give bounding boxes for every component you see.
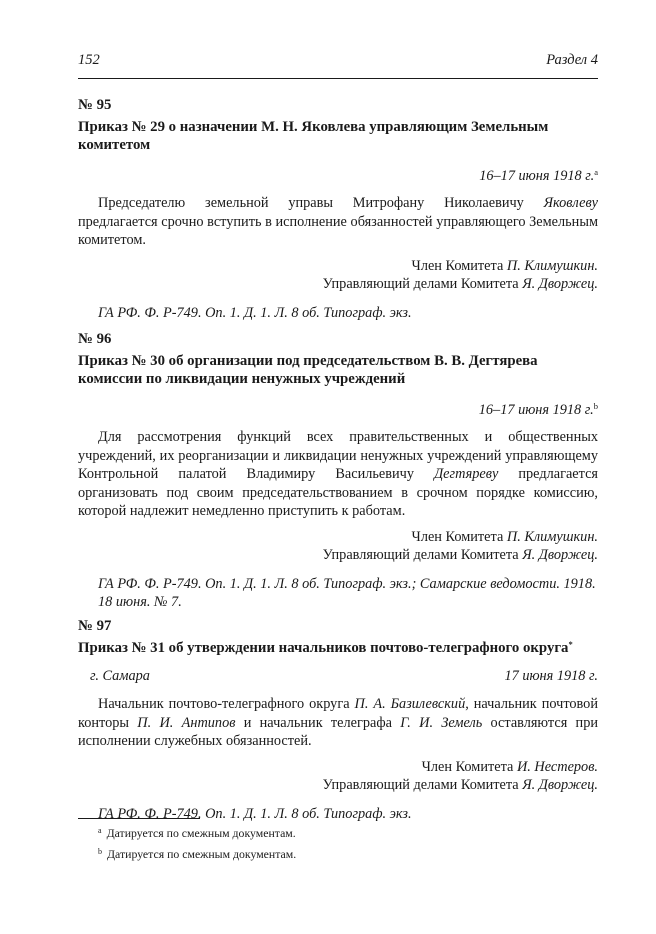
footnote: $^b$ Датируется по смежным документам. [98,847,297,861]
document-number: № 95 [78,97,112,113]
footnote: $^a$ Датируется по смежным документам. [98,826,296,840]
footnote-ref: a [594,166,598,177]
document-date: 16–17 июня 1918 г.$^a$ [479,166,598,184]
signature-line: Член Комитета П. Климушкин. [411,257,598,274]
running-header [78,51,598,73]
header-rule [78,78,598,79]
archival-source: ГА РФ. Ф. Р-749. Оп. 1. Д. 1. Л. 8 об. Типограф. экз. [98,304,412,321]
document-date: 16–17 июня 1918 г.$^b$ [478,400,598,418]
page-number: 152 [78,52,100,68]
signatures [78,758,598,795]
document-place: г. Самара [90,668,150,684]
document-body: Председателю земельной управы Митрофану Николаевичу Яковлеву предлагается срочно вступить в исполнение обязанностей управляющего Земельным комитетом. [78,195,598,248]
document-title: Приказ № 29 о назначении М. Н. Яковлева управляющим Земельным комитетом [78,118,549,153]
place-date [78,667,598,686]
signatures [78,257,598,294]
document-title: Приказ № 30 об организации под председательством В. В. Дегтярева комиссии по ликвидации ненужных учреждений [78,352,538,387]
footnote-ref: b [593,400,598,411]
document-96 [78,330,598,612]
signature-line: Член Комитета П. Климушкин. [411,528,598,545]
document-95 [78,96,598,322]
document-number: № 96 [78,331,112,347]
document-body: Начальник почтово-телеграфного округа П. А. Базилевский, начальник почтовой конторы П. И. Антипов и начальник телеграфа Г. И. Земель оставляются при исполнении служебных обязанностей. [78,696,599,749]
section-title: Раздел 4 [546,52,598,68]
document-date: 17 июня 1918 г. [504,668,598,684]
footnote-rule [78,818,200,819]
document-number: № 97 [78,618,112,634]
footnote-ref: * [568,638,573,649]
signatures [78,528,598,565]
page [78,0,598,934]
signature-line: Управляющий делами Комитета Я. Дворжец. [322,276,598,292]
document-97 [78,617,598,823]
document-title: Приказ № 31 об утверждении начальников почтово-телеграфного округа* [78,638,573,656]
signature-line: Управляющий делами Комитета Я. Дворжец. [322,547,598,563]
signature-line: Управляющий делами Комитета Я. Дворжец. [322,777,598,793]
archival-source: ГА РФ. Ф. Р-749. Оп. 1. Д. 1. Л. 8 об. Типограф. экз. [98,805,412,822]
signature-line: Член Комитета И. Нестеров. [421,758,598,775]
archival-source: ГА РФ. Ф. Р-749. Оп. 1. Д. 1. Л. 8 об. Типограф. экз.; Самарские ведомости. 1918. 18 июня. № 7. [98,575,596,610]
document-body: Для рассмотрения функций всех правительственных и общественных учреждений, их реорганизации и ликвидации ненужных учреждений управляющему Контрольной палатой Владимиру Васильевичу Дегтяреву предлагается организовать под своим председательствованием в срочном порядке комиссию, которой надлежит немедленно приступить к работам. [78,429,598,519]
